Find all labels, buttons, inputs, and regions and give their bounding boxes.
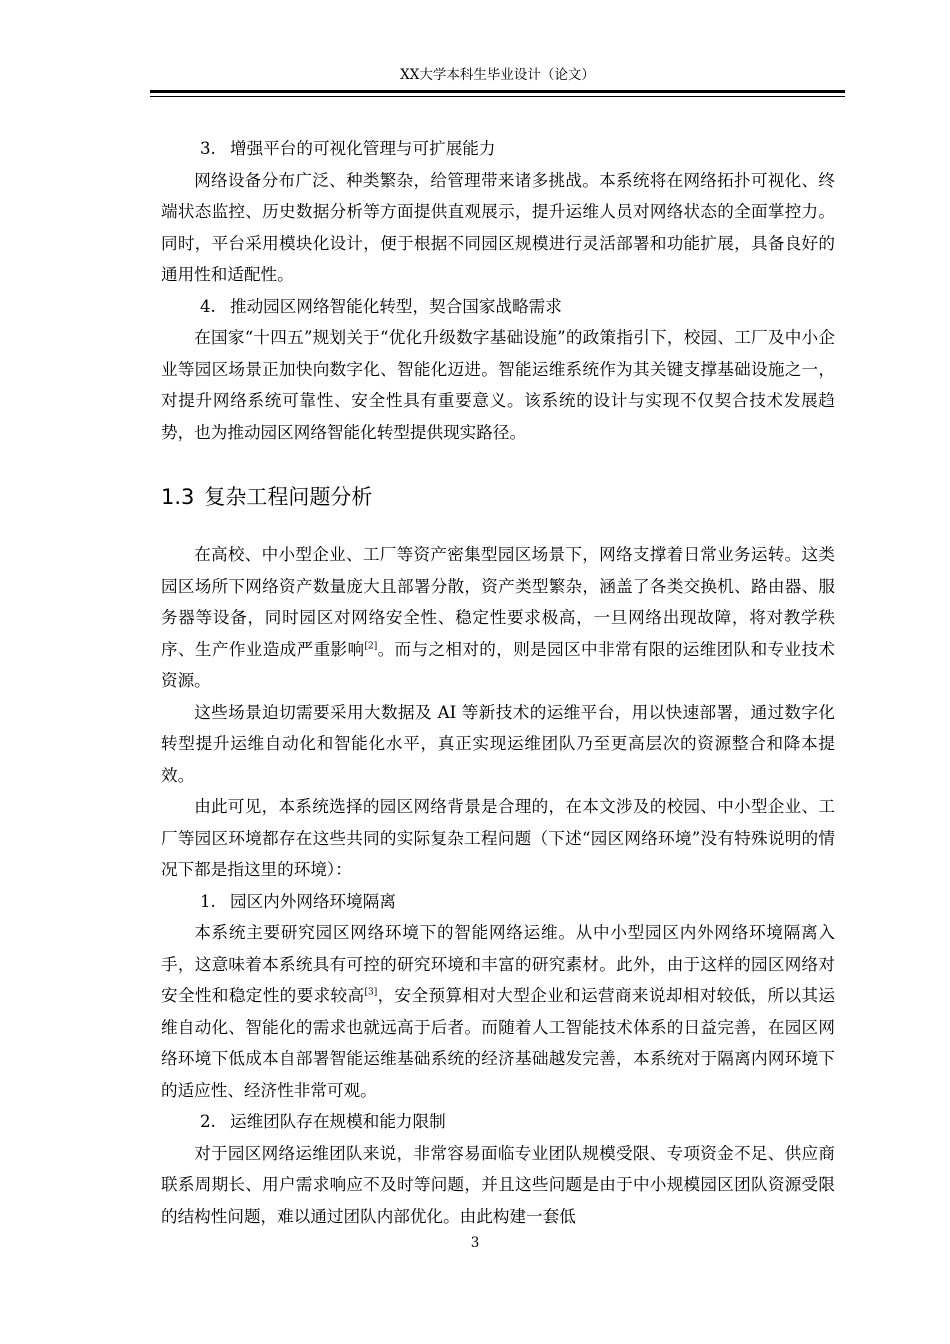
header-rule-thin: [150, 96, 845, 97]
list-item: [161, 1106, 835, 1138]
header-rule-thick: [150, 90, 845, 93]
list-item: [161, 133, 835, 165]
list-item-number: 2.: [200, 1112, 216, 1131]
citation-ref: [2]: [364, 640, 378, 651]
paragraph-text-tail: 。而与之相对的，则是园区中非常有限的运维团队和专业技术资源。: [161, 639, 836, 690]
page-number: 3: [470, 1235, 480, 1251]
paragraph: 网络设备分布广泛、种类繁杂，给管理带来诸多挑战。本系统将在网络拓扑可视化、终端状态监控、历史数据分析等方面提供直观展示，提升运维人员对网络状态的全面掌控力。同时，平台采用模块化设计，便于根据不同园区规模进行灵活部署和功能扩展，具备良好的通用性和适配性。: [161, 170, 835, 284]
list-item-number: 4.: [200, 296, 216, 316]
list-item-text: 推动园区网络智能化转型，契合国家战略需求: [230, 296, 562, 316]
paragraph-text: 在高校、中小型企业、工厂等资产密集型园区场景下，网络支撑着日常业务运转。这类园区场所下网络资产数量庞大且部署分散，资产类型繁杂，涵盖了各类交换机、路由器、服务器等设备，同时园区对网络安全性、稳定性要求极高，一旦网络出现故障，将对教学秩序、生产作业造成严重影响: [161, 545, 835, 659]
paragraph: [161, 539, 835, 697]
paragraph: 这些场景迫切需要采用大数据及 AI 等新技术的运维平台，用以快速部署，通过数字化转型提升运维自动化和智能化水平，真正实现运维团队乃至更高层次的资源整合和降本提效。: [161, 702, 835, 785]
page-body: [161, 133, 835, 1232]
section-number: 1.3: [161, 485, 195, 509]
citation-ref: [3]: [364, 987, 378, 998]
header-title: XX大学本科生毕业设计（论文）: [400, 67, 595, 83]
paragraph-text: 本系统主要研究园区网络环境下的智能网络运维。从中小型园区内外网络环境隔离入手，这意味着本系统具有可控的研究环境和丰富的研究素材。此外，由于这样的园区网络对安全性和稳定性的要求较高: [161, 923, 835, 1005]
paragraph: 对于园区网络运维团队来说，非常容易面临专业团队规模受限、专项资金不足、供应商联系周期长、用户需求响应不及时等问题，并且这些问题是由于中小规模园区团队资源受限的结构性问题，难以通过团队内部优化。由此构建一套低: [161, 1143, 835, 1226]
list-item-text: 增强平台的可视化管理与可扩展能力: [230, 139, 496, 158]
paragraph: 在国家“十四五”规划关于“优化升级数字基础设施”的政策指引下，校园、工厂及中小企业等园区场景正加快向数字化、智能化迈进。智能运维系统作为其关键支撑基础设施之一，对提升网络系统可靠性、安全性具有重要意义。该系统的设计与实现不仅契合技术发展趋势，也为推动园区网络智能化转型提供现实路径。: [161, 328, 835, 442]
list-item: [161, 886, 835, 918]
paragraph-text-tail: ，安全预算相对大型企业和运营商来说却相对较低，所以其运维自动化、智能化的需求也就远高于后者。而随着人工智能技术体系的日益完善，在园区网络环境下低成本自部署智能运维基础系统的经济基础越发完善，本系统对于隔离内网环境下的适应性、经济性非常可观。: [161, 986, 836, 1100]
list-item-number: 1.: [200, 891, 216, 911]
list-item-number: 3.: [200, 139, 216, 158]
section-heading: [161, 483, 835, 511]
list-item: [161, 291, 835, 323]
paragraph: 由此可见，本系统选择的园区网络背景是合理的，在本文涉及的校园、中小型企业、工厂等园区环境都存在这些共同的实际复杂工程问题（下述“园区网络环境”没有特殊说明的情况下都是指这里的环境）：: [161, 797, 835, 879]
list-item-text: 运维团队存在规模和能力限制: [230, 1112, 446, 1131]
section-title: 复杂工程问题分析: [204, 485, 373, 509]
paragraph: [161, 917, 835, 1106]
list-item-text: 园区内外网络环境隔离: [230, 891, 396, 911]
